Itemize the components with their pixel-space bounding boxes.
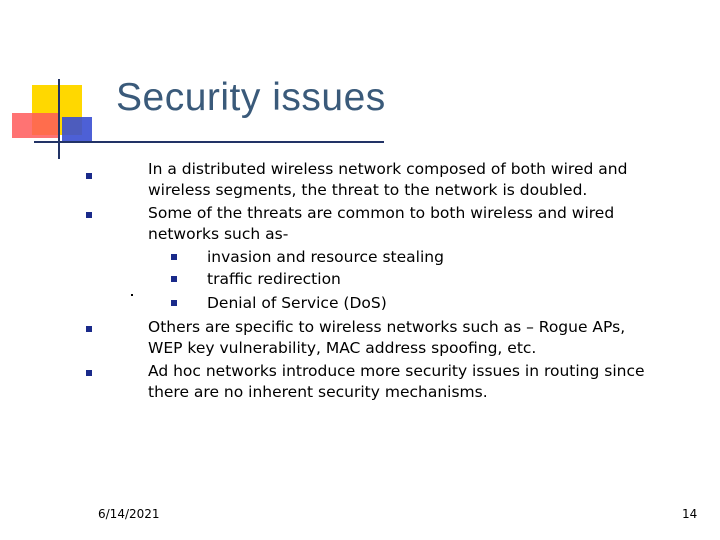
slide-title: Security issues (116, 76, 386, 119)
bullet-1-line-1: In a distributed wireless network composed of both wired and (148, 160, 628, 178)
stray-dot (131, 294, 133, 296)
bullet-2-line-2: networks such as- (148, 225, 289, 243)
decor-horizontal-line (34, 141, 384, 143)
bullet-3-line-2: WEP key vulnerability, MAC address spoofing, etc. (148, 339, 537, 357)
sub-bullet-icon (171, 300, 177, 306)
sub-item-1: invasion and resource stealing (207, 248, 444, 266)
bullet-4-line-1: Ad hoc networks introduce more security issues in routing since (148, 362, 645, 380)
sub-bullet-icon (171, 254, 177, 260)
bullet-2-line-1: Some of the threats are common to both wireless and wired (148, 204, 615, 222)
bullet-3-line-1: Others are specific to wireless networks such as – Rogue APs, (148, 318, 626, 336)
sub-item-2: traffic redirection (207, 270, 341, 288)
decor-red-square (12, 113, 59, 138)
bullet-1-line-2: wireless segments, the threat to the network is doubled. (148, 181, 588, 199)
sub-bullet-icon (171, 276, 177, 282)
sub-item-3: Denial of Service (DoS) (207, 294, 387, 312)
bullet-icon (86, 173, 92, 179)
decor-blue-square (62, 117, 92, 143)
page-number: 14 (682, 507, 698, 521)
bullet-icon (86, 370, 92, 376)
decor-vertical-line (58, 79, 60, 159)
bullet-icon (86, 212, 92, 218)
bullet-icon (86, 326, 92, 332)
bullet-4-line-2: there are no inherent security mechanisms. (148, 383, 488, 401)
footer-date: 6/14/2021 (98, 507, 160, 521)
